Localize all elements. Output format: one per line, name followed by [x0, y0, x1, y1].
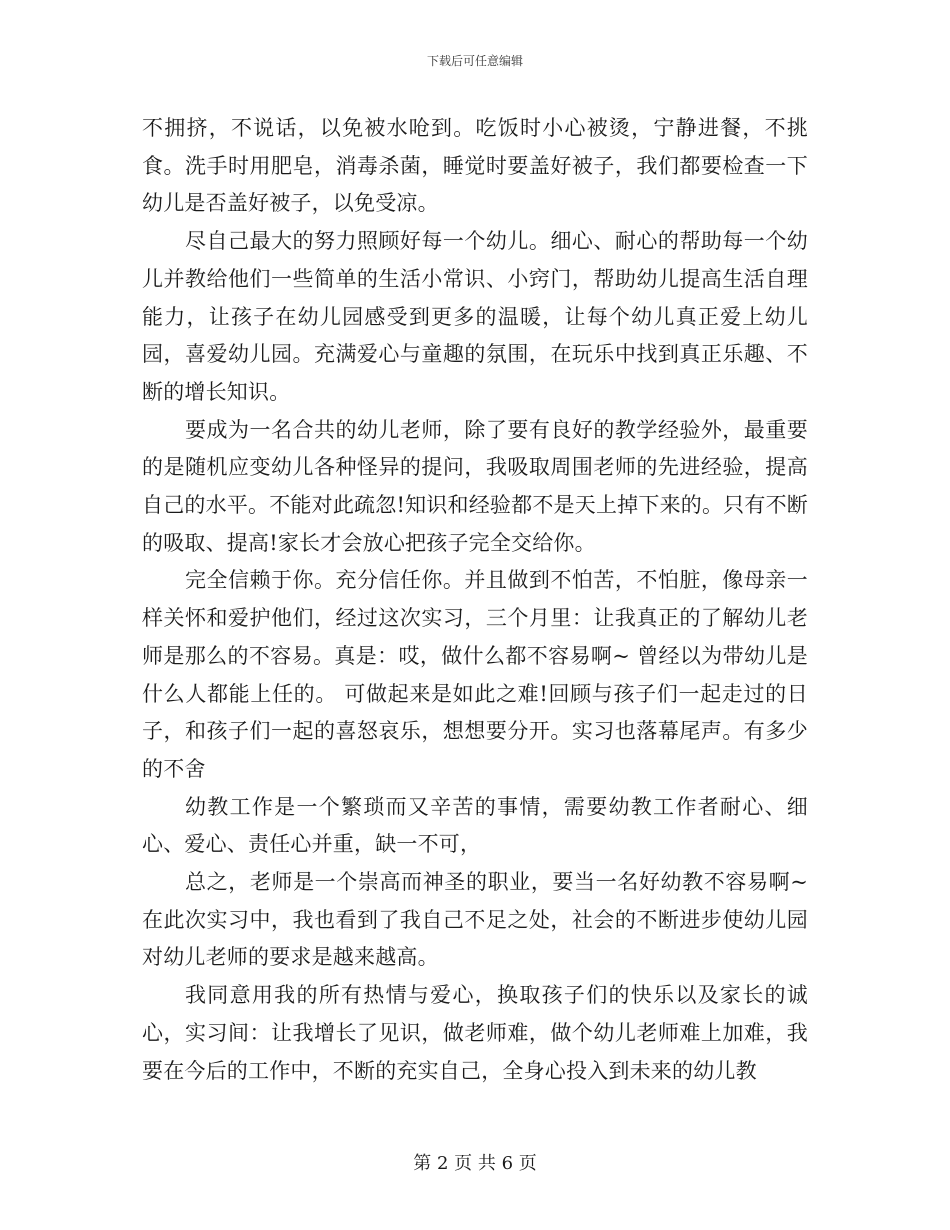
paragraph: 不拥挤，不说话，以免被水呛到。吃饭时小心被烫，宁静进餐，不挑食。洗手时用肥皂，消毒杀菌，睡觉时要盖好被子，我们都要检查一下幼儿是否盖好被子，以免受凉。 — [142, 116, 808, 216]
document-body — [142, 110, 808, 1090]
paragraph: 完全信赖于你。充分信任你。并且做到不怕苦，不怕脏，像母亲一样关怀和爱护他们，经过这次实习，三个月里：让我真正的了解幼儿老师是那么的不容易。真是：哎，做什么都不容易啊~ 曾经以为带幼儿是什么人都能上任的。 可做起来是如此之难!回顾与孩子们一起走过的日子，和孩子们一起的喜怒哀乐，想想要分开。实习也落幕尾声。有多少的不舍 — [142, 568, 808, 781]
paragraph: 总之，老师是一个崇高而神圣的职业，要当一名好幼教不容易啊~在此次实习中，我也看到了我自己不足之处，社会的不断进步使幼儿园对幼儿老师的要求是越来越高。 — [142, 870, 808, 970]
paragraph: 我同意用我的所有热情与爱心，换取孩子们的快乐以及家长的诚心，实习间：让我增长了见识，做老师难，做个幼儿老师难上加难，我要在今后的工作中，不断的充实自己，全身心投入到未来的幼儿教 — [142, 983, 808, 1083]
paragraph: 要成为一名合共的幼儿老师，除了要有良好的教学经验外，最重要的是随机应变幼儿各种怪异的提问，我吸取周围老师的先进经验，提高自己的水平。不能对此疏忽!知识和经验都不是天上掉下来的。只有不断的吸取、提高!家长才会放心把孩子完全交给你。 — [142, 417, 808, 555]
paragraph: 尽自己最大的努力照顾好每一个幼儿。细心、耐心的帮助每一个幼儿并教给他们一些简单的生活小常识、小窍门，帮助幼儿提高生活自理能力，让孩子在幼儿园感受到更多的温暖，让每个幼儿真正爱上幼儿园，喜爱幼儿园。充满爱心与童趣的氛围，在玩乐中找到真正乐趣、不断的增长知识。 — [142, 229, 808, 404]
paragraph: 幼教工作是一个繁琐而又辛苦的事情，需要幼教工作者耐心、细心、爱心、责任心并重，缺一不可， — [142, 794, 808, 857]
page-number: 第 2 页 共 6 页 — [413, 1153, 537, 1174]
header-note: 下载后可任意编辑 — [426, 54, 523, 68]
